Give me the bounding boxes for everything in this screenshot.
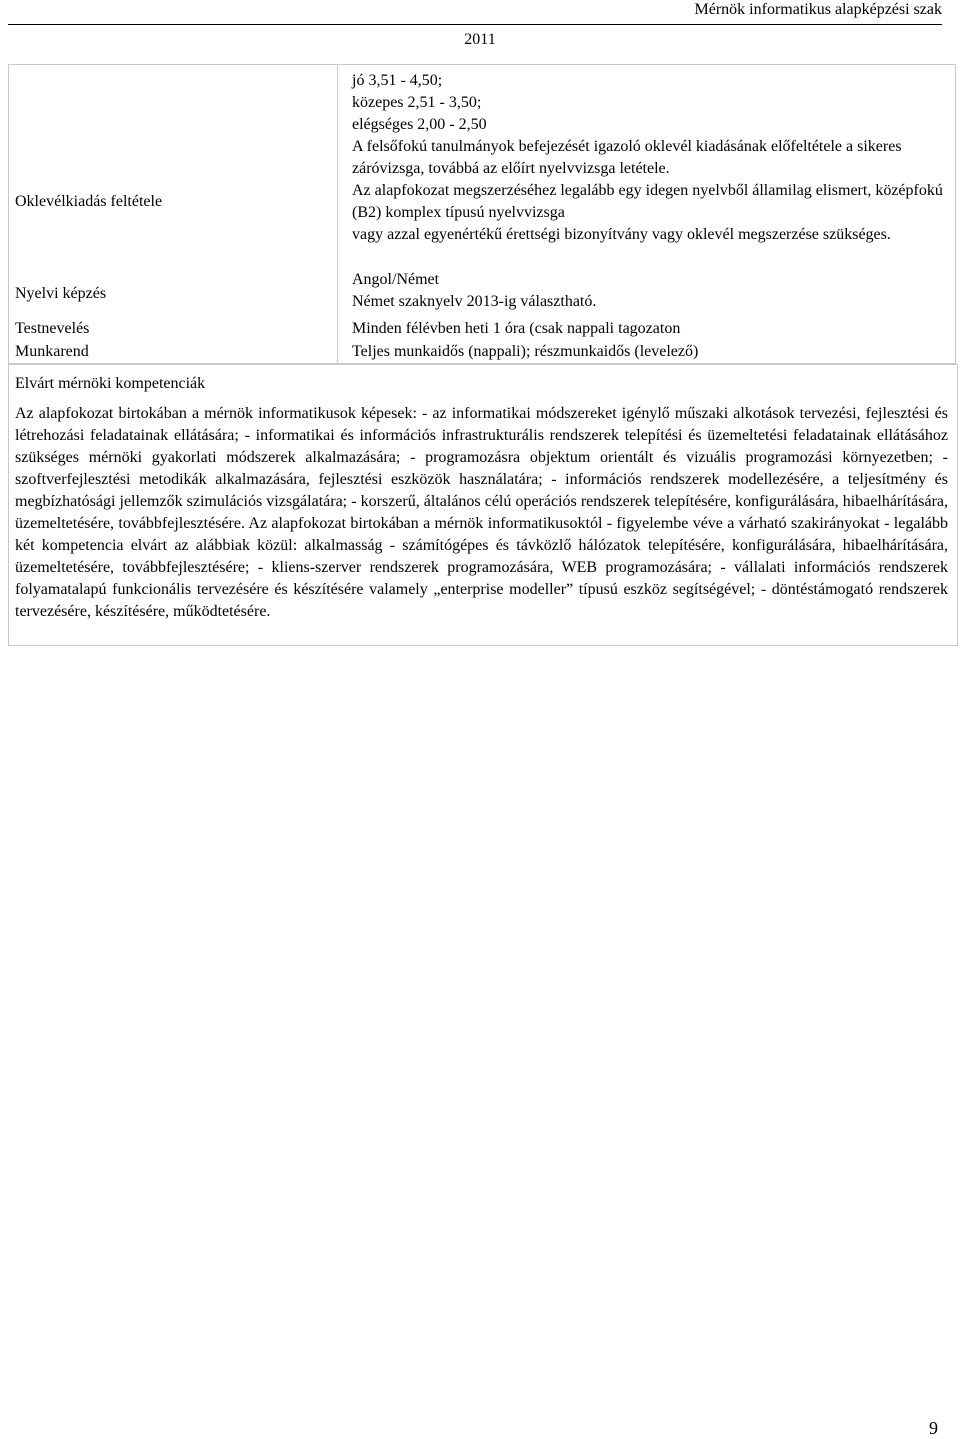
language-training-value: [352, 269, 944, 313]
language-training-label: Nyelvi képzés: [15, 285, 107, 302]
grade-good-line: jó 3,51 - 4,50;: [352, 72, 443, 89]
diploma-prerequisite-text: A felsőfokú tanulmányok befejezését igazoló oklevél kiadásának előfeltétele a sikeres záróvizsga, továbbá az előírt nyelvvizsga letétele.: [352, 138, 902, 177]
table-column-divider: [337, 64, 338, 364]
physical-education-label: Testnevelés: [15, 320, 90, 337]
grade-pass-line: elégséges 2,00 - 2,50: [352, 116, 487, 133]
document-title: Mérnök informatikus alapképzési szak: [694, 1, 942, 18]
language-options: Angol/Német: [352, 271, 440, 288]
diploma-conditions-label: Oklevélkiadás feltétele: [15, 193, 163, 210]
work-schedule-value: Teljes munkaidős (nappali); részmunkaidős (levelező): [352, 343, 699, 360]
technical-language-note: Német szaknyelv 2013-ig választható.: [352, 293, 597, 310]
header-rule: [8, 24, 942, 25]
document-year: 2011: [464, 31, 496, 48]
grade-average-line: közepes 2,51 - 3,50;: [352, 94, 482, 111]
competencies-heading: Elvárt mérnöki kompetenciák: [15, 375, 206, 392]
equivalent-certificate-text: vagy azzal egyenértékű érettségi bizonyítvány vagy oklevél megszerzése szükséges.: [352, 226, 891, 243]
page-number: 9: [929, 1418, 938, 1438]
physical-education-value: Minden félévben heti 1 óra (csak nappali tagozaton: [352, 320, 681, 337]
work-schedule-label: Munkarend: [15, 343, 89, 360]
diploma-conditions-value: [352, 70, 944, 246]
language-exam-requirement-text: Az alapfokozat megszerzéséhez legalább egy idegen nyelvből államilag elismert, középfokú (B2) komplex típusú nyelvvizsga: [352, 182, 943, 221]
competencies-text: Az alapfokozat birtokában a mérnök informatikusok képesek: - az informatikai módszereket igénylő műszaki alkotások tervezési, fejlesztési és létrehozási feladatainak ellátására; - informatikai és információs infrastrukturális rendszerek telepítési és üzemeltetési feladatainak ellátásához szükséges mérnöki gyakorlati módszerek alkalmazására; - programozásra objektum orientált és vizuális programozási környezetben; - szoftverfejlesztési metodikák alkalmazására, fejlesztési eszközök használatára; - információs rendszerek modellezésére, a teljesítmény és megbízhatósági jellemzők szimulációs vizsgálatára; - korszerű, általános célú operációs rendszerek telepítésére, konfigurálására, hibaelhárítására, üzemeltetésére, továbbfejlesztésére. Az alapfokozat birtokában a mérnök informatikusoktól - figyelembe véve a várható szakirányokat - legalább két kompetencia elvárt az alábbiak közül: alkalmasság - számítógépes és távközlő hálózatok telepítésére, konfigurálására, hibaelhárítására, üzemeltetésére, továbbfejlesztésére; - kliens-szerver rendszerek programozására, WEB programozására; - vállalati információs rendszerek folyamatalapú funkcionális tervezésére és készítésére valamely „enterprise modeller” típusú eszköz segítségével; - döntéstámogató rendszerek tervezésére, készítésére, működtetésére.: [15, 405, 948, 620]
